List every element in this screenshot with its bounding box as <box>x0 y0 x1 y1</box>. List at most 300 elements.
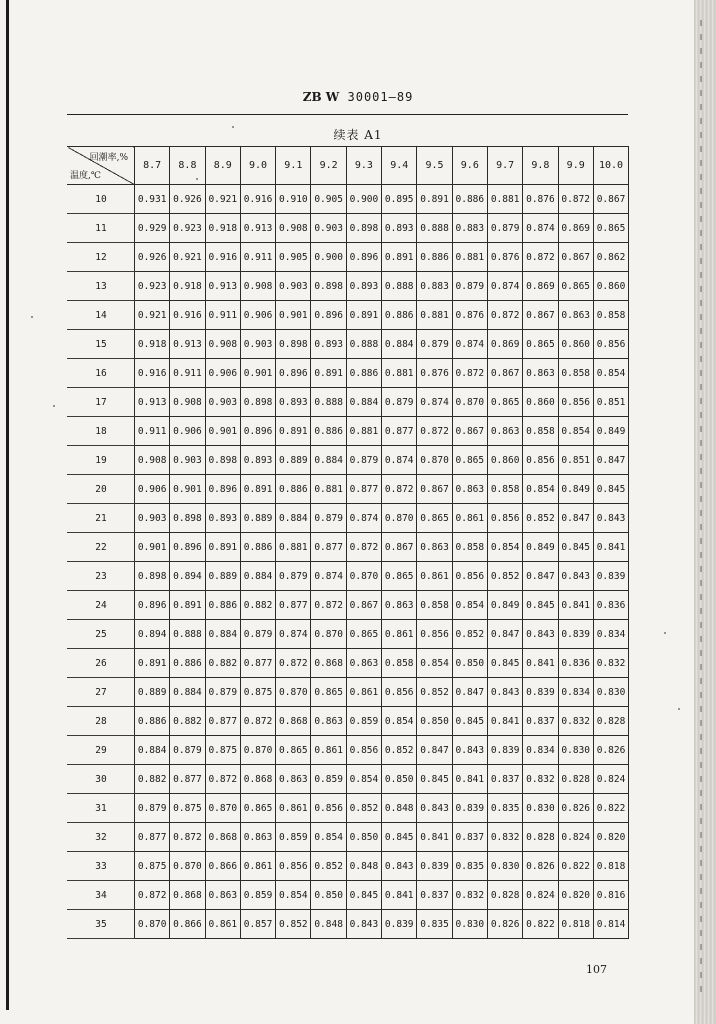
table-cell: 0.921 <box>205 185 240 214</box>
table-cell: 0.870 <box>170 852 205 881</box>
table-cell: 0.881 <box>382 359 417 388</box>
row-temperature: 35 <box>68 910 135 939</box>
table-cell: 0.816 <box>593 881 628 910</box>
document-header <box>0 90 716 104</box>
table-cell: 0.822 <box>523 910 558 939</box>
table-row <box>68 359 629 388</box>
column-header: 8.8 <box>170 147 205 185</box>
table-cell: 0.901 <box>276 301 311 330</box>
table-cell: 0.865 <box>452 446 487 475</box>
table-row <box>68 417 629 446</box>
table-cell: 0.848 <box>311 910 346 939</box>
table-cell: 0.867 <box>417 475 452 504</box>
table-cell: 0.872 <box>346 533 381 562</box>
table-cell: 0.872 <box>205 765 240 794</box>
table-cell: 0.865 <box>346 620 381 649</box>
table-cell: 0.891 <box>276 417 311 446</box>
table-cell: 0.882 <box>135 765 170 794</box>
table-cell: 0.858 <box>593 301 628 330</box>
scan-speck <box>53 405 55 407</box>
table-cell: 0.852 <box>452 620 487 649</box>
table-cell: 0.898 <box>170 504 205 533</box>
row-temperature: 33 <box>68 852 135 881</box>
table-cell: 0.826 <box>523 852 558 881</box>
table-cell: 0.845 <box>346 881 381 910</box>
table-cell: 0.839 <box>558 620 593 649</box>
table-cell: 0.856 <box>346 736 381 765</box>
table-cell: 0.865 <box>240 794 275 823</box>
table-cell: 0.926 <box>135 243 170 272</box>
standard-prefix: ZB W <box>302 90 340 104</box>
table-cell: 0.898 <box>276 330 311 359</box>
table-cell: 0.872 <box>382 475 417 504</box>
table-cell: 0.884 <box>276 504 311 533</box>
table-cell: 0.849 <box>593 417 628 446</box>
table-cell: 0.888 <box>346 330 381 359</box>
table-cell: 0.850 <box>382 765 417 794</box>
table-row <box>68 591 629 620</box>
table-cell: 0.886 <box>311 417 346 446</box>
table-cell: 0.886 <box>382 301 417 330</box>
table-cell: 0.867 <box>382 533 417 562</box>
table-cell: 0.877 <box>135 823 170 852</box>
table-cell: 0.886 <box>452 185 487 214</box>
table-cell: 0.861 <box>311 736 346 765</box>
table-cell: 0.845 <box>523 591 558 620</box>
table-cell: 0.843 <box>487 678 522 707</box>
table-cell: 0.854 <box>346 765 381 794</box>
table-cell: 0.882 <box>240 591 275 620</box>
table-cell: 0.893 <box>382 214 417 243</box>
table-cell: 0.856 <box>487 504 522 533</box>
table-cell: 0.916 <box>135 359 170 388</box>
header-rule <box>67 114 628 115</box>
table-cell: 0.918 <box>135 330 170 359</box>
table-cell: 0.889 <box>135 678 170 707</box>
table-cell: 0.886 <box>135 707 170 736</box>
table-cell: 0.874 <box>487 272 522 301</box>
table-cell: 0.820 <box>558 881 593 910</box>
table-cell: 0.854 <box>276 881 311 910</box>
table-cell: 0.886 <box>170 649 205 678</box>
table-cell: 0.847 <box>417 736 452 765</box>
table-cell: 0.877 <box>205 707 240 736</box>
row-temperature: 30 <box>68 765 135 794</box>
table-cell: 0.869 <box>523 272 558 301</box>
table-cell: 0.921 <box>135 301 170 330</box>
table-cell: 0.877 <box>382 417 417 446</box>
row-temperature: 28 <box>68 707 135 736</box>
table-cell: 0.832 <box>523 765 558 794</box>
table-cell: 0.861 <box>452 504 487 533</box>
table-cell: 0.886 <box>346 359 381 388</box>
table-cell: 0.891 <box>346 301 381 330</box>
table-cell: 0.876 <box>523 185 558 214</box>
table-cell: 0.841 <box>382 881 417 910</box>
row-temperature: 27 <box>68 678 135 707</box>
table-cell: 0.908 <box>240 272 275 301</box>
table-cell: 0.868 <box>170 881 205 910</box>
scan-right-margin <box>694 0 716 1024</box>
table-cell: 0.867 <box>487 359 522 388</box>
table-cell: 0.832 <box>487 823 522 852</box>
table-cell: 0.896 <box>240 417 275 446</box>
table-cell: 0.861 <box>240 852 275 881</box>
table-cell: 0.905 <box>311 185 346 214</box>
table-cell: 0.895 <box>382 185 417 214</box>
table-cell: 0.852 <box>382 736 417 765</box>
table-cell: 0.835 <box>487 794 522 823</box>
table-body <box>68 185 629 939</box>
table-cell: 0.847 <box>558 504 593 533</box>
table-cell: 0.872 <box>135 881 170 910</box>
table-cell: 0.896 <box>135 591 170 620</box>
row-temperature: 14 <box>68 301 135 330</box>
table-cell: 0.882 <box>205 649 240 678</box>
table-cell: 0.865 <box>417 504 452 533</box>
table-cell: 0.824 <box>593 765 628 794</box>
table-cell: 0.891 <box>382 243 417 272</box>
table-cell: 0.869 <box>487 330 522 359</box>
table-cell: 0.913 <box>205 272 240 301</box>
table-cell: 0.884 <box>240 562 275 591</box>
table-cell: 0.879 <box>205 678 240 707</box>
table-cell: 0.845 <box>382 823 417 852</box>
table-cell: 0.872 <box>311 591 346 620</box>
table-row <box>68 214 629 243</box>
table-row <box>68 678 629 707</box>
conversion-table <box>67 146 629 939</box>
table-cell: 0.911 <box>170 359 205 388</box>
table-cell: 0.874 <box>311 562 346 591</box>
table-cell: 0.893 <box>205 504 240 533</box>
table-cell: 0.896 <box>311 301 346 330</box>
table-cell: 0.906 <box>205 359 240 388</box>
scan-speck <box>31 316 33 318</box>
table-cell: 0.843 <box>523 620 558 649</box>
table-cell: 0.852 <box>276 910 311 939</box>
table-cell: 0.903 <box>135 504 170 533</box>
table-cell: 0.896 <box>276 359 311 388</box>
table-cell: 0.906 <box>170 417 205 446</box>
scan-speck <box>664 632 666 634</box>
table-cell: 0.865 <box>487 388 522 417</box>
table-cell: 0.839 <box>382 910 417 939</box>
table-caption: 续表 A1 <box>333 128 383 142</box>
table-cell: 0.876 <box>417 359 452 388</box>
table-cell: 0.894 <box>170 562 205 591</box>
table-cell: 0.852 <box>346 794 381 823</box>
table-cell: 0.854 <box>523 475 558 504</box>
table-cell: 0.872 <box>452 359 487 388</box>
table-cell: 0.883 <box>452 214 487 243</box>
row-temperature: 26 <box>68 649 135 678</box>
table-cell: 0.845 <box>593 475 628 504</box>
table-cell: 0.850 <box>311 881 346 910</box>
table-cell: 0.910 <box>276 185 311 214</box>
table-cell: 0.850 <box>346 823 381 852</box>
table-row <box>68 446 629 475</box>
table-cell: 0.874 <box>417 388 452 417</box>
table-cell: 0.886 <box>205 591 240 620</box>
table-cell: 0.841 <box>487 707 522 736</box>
table-cell: 0.881 <box>276 533 311 562</box>
table-cell: 0.908 <box>276 214 311 243</box>
table-cell: 0.866 <box>170 910 205 939</box>
table-cell: 0.858 <box>523 417 558 446</box>
table-cell: 0.850 <box>417 707 452 736</box>
table-cell: 0.888 <box>311 388 346 417</box>
row-temperature: 31 <box>68 794 135 823</box>
table-cell: 0.861 <box>382 620 417 649</box>
table-cell: 0.852 <box>311 852 346 881</box>
table-row <box>68 243 629 272</box>
table-cell: 0.877 <box>346 475 381 504</box>
table-cell: 0.900 <box>346 185 381 214</box>
table-cell: 0.834 <box>523 736 558 765</box>
row-temperature: 23 <box>68 562 135 591</box>
table-cell: 0.869 <box>558 214 593 243</box>
table-cell: 0.859 <box>276 823 311 852</box>
table-row <box>68 301 629 330</box>
table-cell: 0.860 <box>523 388 558 417</box>
table-cell: 0.841 <box>558 591 593 620</box>
table-cell: 0.814 <box>593 910 628 939</box>
row-temperature: 13 <box>68 272 135 301</box>
table-cell: 0.872 <box>558 185 593 214</box>
table-cell: 0.858 <box>452 533 487 562</box>
table-cell: 0.859 <box>311 765 346 794</box>
column-header: 9.7 <box>487 147 522 185</box>
table-row <box>68 620 629 649</box>
table-cell: 0.889 <box>205 562 240 591</box>
table-cell: 0.841 <box>452 765 487 794</box>
table-cell: 0.908 <box>135 446 170 475</box>
table-cell: 0.879 <box>135 794 170 823</box>
table-cell: 0.826 <box>558 794 593 823</box>
table-cell: 0.843 <box>558 562 593 591</box>
table-cell: 0.850 <box>452 649 487 678</box>
table-cell: 0.860 <box>593 272 628 301</box>
table-cell: 0.828 <box>487 881 522 910</box>
column-header: 9.8 <box>523 147 558 185</box>
table-cell: 0.891 <box>170 591 205 620</box>
table-cell: 0.863 <box>417 533 452 562</box>
table-cell: 0.856 <box>523 446 558 475</box>
table-cell: 0.884 <box>135 736 170 765</box>
table-header-row <box>68 147 629 185</box>
row-temperature: 11 <box>68 214 135 243</box>
table-cell: 0.872 <box>487 301 522 330</box>
table-cell: 0.835 <box>452 852 487 881</box>
table-cell: 0.837 <box>417 881 452 910</box>
row-temperature: 19 <box>68 446 135 475</box>
table-cell: 0.865 <box>558 272 593 301</box>
table-cell: 0.926 <box>170 185 205 214</box>
table-corner-header <box>68 147 135 185</box>
row-temperature: 32 <box>68 823 135 852</box>
column-header: 8.7 <box>135 147 170 185</box>
table-cell: 0.863 <box>276 765 311 794</box>
table-cell: 0.830 <box>558 736 593 765</box>
table-cell: 0.818 <box>593 852 628 881</box>
table-cell: 0.884 <box>382 330 417 359</box>
table-cell: 0.872 <box>417 417 452 446</box>
table-cell: 0.843 <box>382 852 417 881</box>
table-cell: 0.866 <box>205 852 240 881</box>
table-cell: 0.870 <box>382 504 417 533</box>
table-row <box>68 736 629 765</box>
table-cell: 0.849 <box>487 591 522 620</box>
table-cell: 0.903 <box>240 330 275 359</box>
table-cell: 0.879 <box>346 446 381 475</box>
table-cell: 0.867 <box>558 243 593 272</box>
table-cell: 0.913 <box>240 214 275 243</box>
table-cell: 0.879 <box>487 214 522 243</box>
table-cell: 0.837 <box>452 823 487 852</box>
table-cell: 0.818 <box>558 910 593 939</box>
table-cell: 0.868 <box>240 765 275 794</box>
table-cell: 0.893 <box>346 272 381 301</box>
table-cell: 0.860 <box>487 446 522 475</box>
table-cell: 0.852 <box>523 504 558 533</box>
table-cell: 0.854 <box>452 591 487 620</box>
table-cell: 0.867 <box>593 185 628 214</box>
table-cell: 0.916 <box>205 243 240 272</box>
table-cell: 0.891 <box>135 649 170 678</box>
column-header: 10.0 <box>593 147 628 185</box>
table-cell: 0.843 <box>346 910 381 939</box>
table-cell: 0.886 <box>240 533 275 562</box>
table-cell: 0.874 <box>276 620 311 649</box>
table-cell: 0.905 <box>276 243 311 272</box>
table-cell: 0.841 <box>593 533 628 562</box>
table-cell: 0.854 <box>311 823 346 852</box>
table-cell: 0.828 <box>523 823 558 852</box>
table-cell: 0.854 <box>487 533 522 562</box>
table-cell: 0.856 <box>558 388 593 417</box>
table-cell: 0.832 <box>593 649 628 678</box>
table-cell: 0.847 <box>523 562 558 591</box>
column-header: 8.9 <box>205 147 240 185</box>
table-cell: 0.834 <box>593 620 628 649</box>
row-temperature: 15 <box>68 330 135 359</box>
table-cell: 0.865 <box>276 736 311 765</box>
table-cell: 0.839 <box>593 562 628 591</box>
table-cell: 0.870 <box>311 620 346 649</box>
table-cell: 0.851 <box>593 388 628 417</box>
table-cell: 0.854 <box>382 707 417 736</box>
table-cell: 0.863 <box>240 823 275 852</box>
corner-row-label: 温度,℃ <box>70 171 101 181</box>
table-row <box>68 707 629 736</box>
table-cell: 0.861 <box>276 794 311 823</box>
table-cell: 0.893 <box>240 446 275 475</box>
table-cell: 0.863 <box>487 417 522 446</box>
table-cell: 0.848 <box>382 794 417 823</box>
column-header: 9.1 <box>276 147 311 185</box>
table-cell: 0.908 <box>170 388 205 417</box>
table-cell: 0.896 <box>346 243 381 272</box>
table-row <box>68 330 629 359</box>
table-cell: 0.875 <box>170 794 205 823</box>
table-cell: 0.830 <box>452 910 487 939</box>
table-cell: 0.923 <box>170 214 205 243</box>
table-cell: 0.921 <box>170 243 205 272</box>
table-row <box>68 185 629 214</box>
table-cell: 0.839 <box>523 678 558 707</box>
table-cell: 0.847 <box>593 446 628 475</box>
table-cell: 0.911 <box>135 417 170 446</box>
table-cell: 0.884 <box>205 620 240 649</box>
row-temperature: 12 <box>68 243 135 272</box>
table-cell: 0.824 <box>523 881 558 910</box>
table-cell: 0.854 <box>417 649 452 678</box>
table-cell: 0.896 <box>170 533 205 562</box>
table-cell: 0.852 <box>417 678 452 707</box>
column-header: 9.3 <box>346 147 381 185</box>
table-cell: 0.874 <box>346 504 381 533</box>
table-cell: 0.931 <box>135 185 170 214</box>
table-cell: 0.851 <box>558 446 593 475</box>
table-cell: 0.896 <box>205 475 240 504</box>
row-temperature: 24 <box>68 591 135 620</box>
column-header: 9.6 <box>452 147 487 185</box>
table-cell: 0.858 <box>417 591 452 620</box>
table-cell: 0.830 <box>487 852 522 881</box>
table-cell: 0.888 <box>170 620 205 649</box>
table-cell: 0.856 <box>593 330 628 359</box>
table-cell: 0.867 <box>346 591 381 620</box>
table-cell: 0.923 <box>135 272 170 301</box>
table-cell: 0.868 <box>276 707 311 736</box>
row-temperature: 21 <box>68 504 135 533</box>
standard-code: 30001—89 <box>347 90 414 104</box>
table-cell: 0.822 <box>558 852 593 881</box>
table-cell: 0.841 <box>417 823 452 852</box>
table-cell: 0.881 <box>452 243 487 272</box>
table-cell: 0.826 <box>487 910 522 939</box>
table-cell: 0.839 <box>417 852 452 881</box>
table-cell: 0.858 <box>487 475 522 504</box>
table-cell: 0.916 <box>240 185 275 214</box>
table-cell: 0.886 <box>417 243 452 272</box>
table-cell: 0.828 <box>558 765 593 794</box>
table-cell: 0.888 <box>417 214 452 243</box>
table-cell: 0.893 <box>276 388 311 417</box>
table-cell: 0.874 <box>523 214 558 243</box>
row-temperature: 20 <box>68 475 135 504</box>
table-cell: 0.856 <box>311 794 346 823</box>
table-cell: 0.876 <box>487 243 522 272</box>
table-cell: 0.876 <box>452 301 487 330</box>
table-cell: 0.870 <box>346 562 381 591</box>
table-row <box>68 562 629 591</box>
table-cell: 0.863 <box>205 881 240 910</box>
table-cell: 0.854 <box>593 359 628 388</box>
table-cell: 0.832 <box>452 881 487 910</box>
table-cell: 0.898 <box>135 562 170 591</box>
table-cell: 0.830 <box>523 794 558 823</box>
table-cell: 0.870 <box>135 910 170 939</box>
page-binding-edge <box>6 0 9 1010</box>
table-cell: 0.911 <box>205 301 240 330</box>
table-cell: 0.856 <box>452 562 487 591</box>
table-cell: 0.891 <box>205 533 240 562</box>
table-cell: 0.913 <box>135 388 170 417</box>
table-cell: 0.879 <box>311 504 346 533</box>
table-cell: 0.862 <box>593 243 628 272</box>
